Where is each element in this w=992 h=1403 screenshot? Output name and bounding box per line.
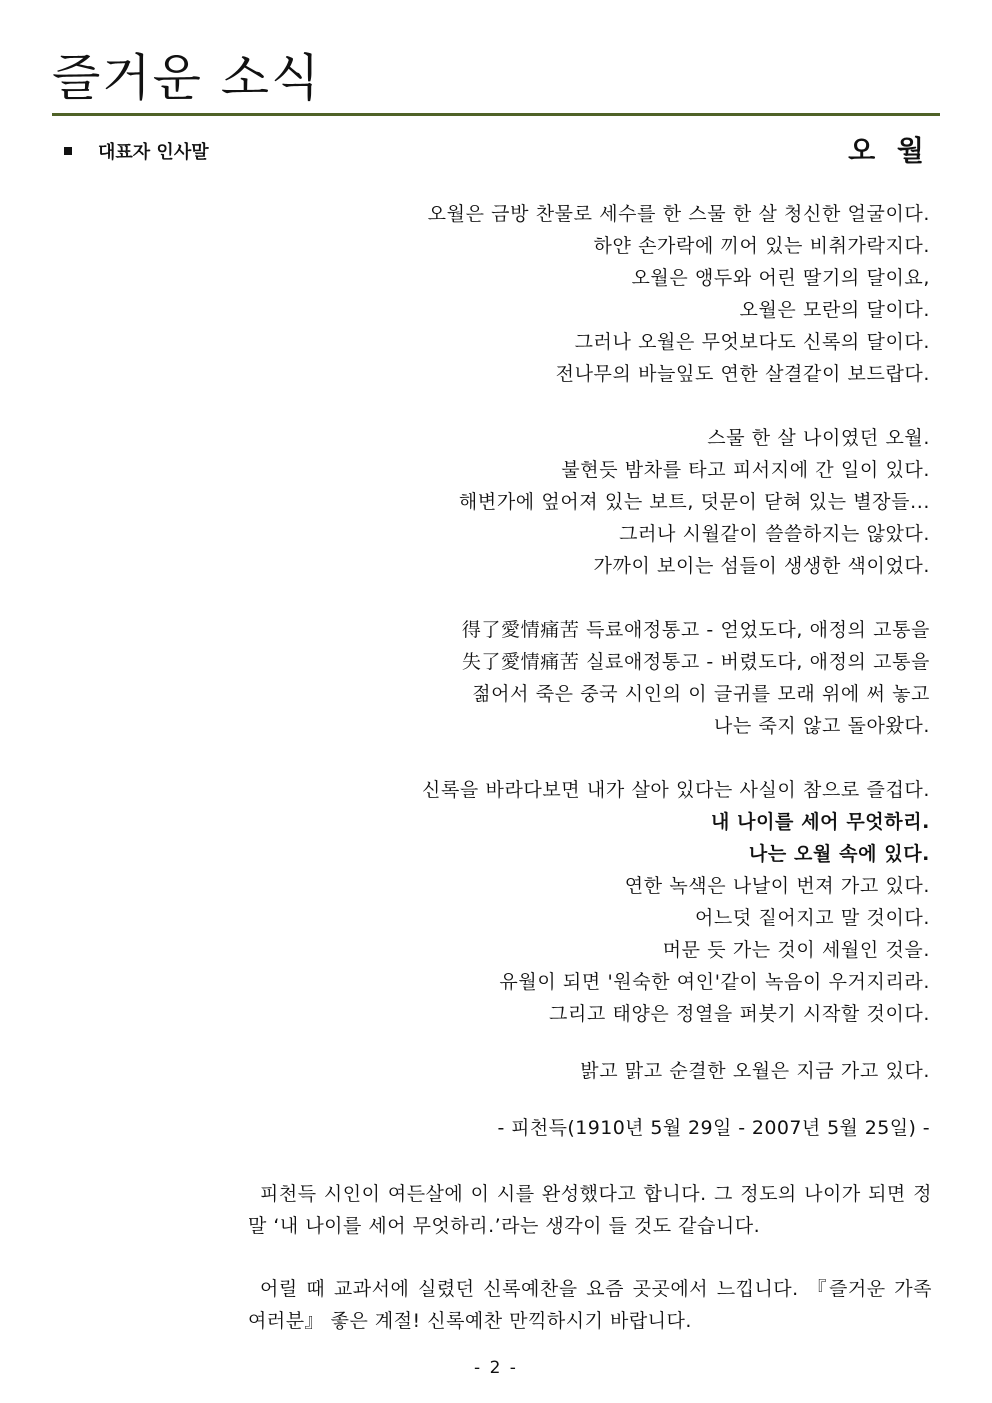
section-heading xyxy=(64,141,209,165)
poem-line: 내 나이를 세어 무엇하리. xyxy=(710,811,930,833)
section-label: 대표자 인사말 xyxy=(98,142,209,163)
poem-line: 전나무의 바늘잎도 연한 살결같이 보드랍다. xyxy=(555,363,930,385)
title-divider xyxy=(52,113,940,116)
poem-line: 나는 오월 속에 있다. xyxy=(748,843,930,865)
poem-line: 하얀 손가락에 끼어 있는 비취가락지다. xyxy=(593,235,930,257)
poem-line: 오월은 금방 찬물로 세수를 한 스물 한 살 청신한 얼굴이다. xyxy=(427,203,930,225)
body-paragraph-2: 어릴 때 교과서에 실렸던 신록예찬을 요즘 곳곳에서 느낍니다. 『즐거운 가족 여러분』 좋은 계절! 신록예찬 만끽하시기 바랍니다. xyxy=(248,1278,932,1332)
poem-line: 가까이 보이는 섬들이 생생한 색이었다. xyxy=(593,555,930,577)
stanza-gap xyxy=(230,742,930,774)
poem-line: 신록을 바라다보면 내가 살아 있다는 사실이 참으로 즐겁다. xyxy=(421,779,930,801)
poem-line: 머문 듯 가는 것이 세월인 것을. xyxy=(662,939,930,961)
poem-line: 스물 한 살 나이였던 오월. xyxy=(707,427,930,449)
poem-attribution: - 피천득(1910년 5월 29일 - 2007년 5월 25일) - xyxy=(497,1117,930,1139)
poem-line: 그러나 오월은 무엇보다도 신록의 달이다. xyxy=(574,331,930,353)
newsletter-title: 즐거운 소식 xyxy=(52,49,322,107)
body-paragraph-1: 피천득 시인이 여든살에 이 시를 완성했다고 합니다. 그 정도의 나이가 되면 정말 ‘내 나이를 세어 무엇하리.’라는 생각이 들 것도 같습니다. xyxy=(248,1183,932,1237)
poem-title: 오 월 xyxy=(848,134,930,167)
square-bullet-icon xyxy=(64,147,72,155)
poem-body xyxy=(230,198,930,1087)
poem-line: 어느덧 짙어지고 말 것이다. xyxy=(694,907,930,929)
poem-line: 나는 죽지 않고 돌아왔다. xyxy=(713,715,930,737)
poem-line: 불현듯 밤차를 타고 피서지에 간 일이 있다. xyxy=(561,459,930,481)
poem-line: 그리고 태양은 정열을 퍼붓기 시작할 것이다. xyxy=(548,1003,930,1025)
page-number: - 2 - xyxy=(474,1358,518,1378)
poem-line: 유월이 되면 '원숙한 여인'같이 녹음이 우거지리라. xyxy=(499,971,930,993)
poem-line: 失了愛情痛苦 실료애정통고 - 버렸도다, 애정의 고통을 xyxy=(461,651,930,673)
poem-line: 得了愛情痛苦 득료애정통고 - 얻었도다, 애정의 고통을 xyxy=(461,619,930,641)
poem-line: 연한 녹색은 나날이 번져 가고 있다. xyxy=(624,875,930,897)
stanza-gap xyxy=(230,582,930,614)
stanza-gap xyxy=(230,1030,930,1055)
poem-line: 오월은 모란의 달이다. xyxy=(739,299,930,321)
stanza-gap xyxy=(230,390,930,422)
poem-line: 밝고 맑고 순결한 오월은 지금 가고 있다. xyxy=(580,1060,930,1082)
poem-line: 오월은 앵두와 어린 딸기의 달이요, xyxy=(631,267,930,289)
poem-line: 젊어서 죽은 중국 시인의 이 글귀를 모래 위에 써 놓고 xyxy=(472,683,930,705)
poem-line: 그러나 시월같이 쓸쓸하지는 않았다. xyxy=(619,523,930,545)
poem-line: 해변가에 엎어져 있는 보트, 덧문이 닫혀 있는 별장들... xyxy=(458,491,930,513)
